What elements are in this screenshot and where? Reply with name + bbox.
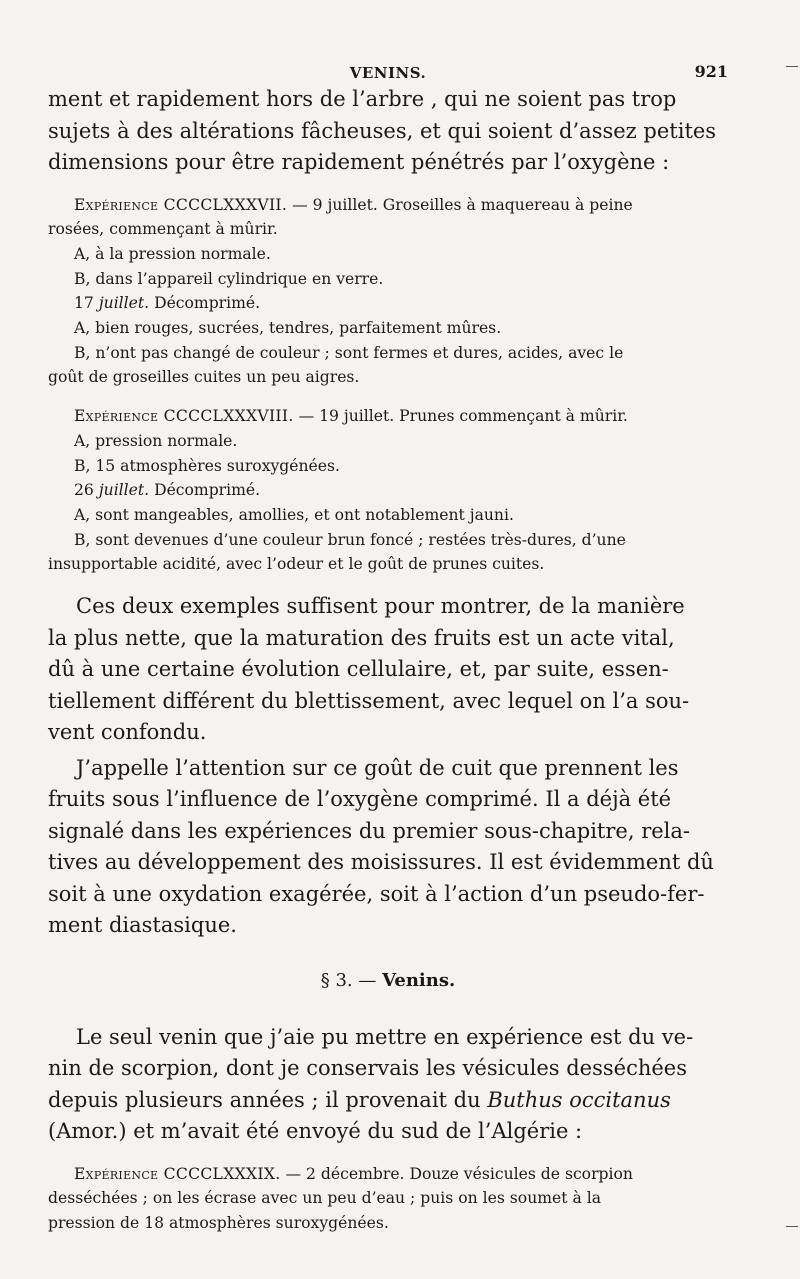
text-line: la plus nette, que la maturation des fruits est un acte vital, xyxy=(48,625,675,650)
margin-mark xyxy=(786,1226,798,1227)
text-segment: depuis plusieurs années ; il provenait du xyxy=(48,1087,488,1112)
text-line: dû à une certaine évolution cellulaire, et, par suite, essen- xyxy=(48,657,669,682)
experience-heading-line xyxy=(48,1162,728,1187)
text-line: fruits sous l’influence de l’oxygène comprimé. Il a déjà été xyxy=(48,787,672,812)
experience-text: — 9 juillet. Groseilles à maquereau à peine xyxy=(287,195,633,214)
experience-487 xyxy=(48,193,728,391)
text-line: A, bien rouges, sucrées, tendres, parfaitement mûres. xyxy=(74,319,502,338)
running-title: VENINS. xyxy=(349,64,427,82)
experience-title: Expérience CCCCLXXXIX. xyxy=(74,1164,281,1183)
text-line: J’appelle l’attention sur ce goût de cuit que prennent les xyxy=(76,755,679,780)
paragraph-venin xyxy=(48,1022,728,1148)
page-header xyxy=(48,58,728,84)
paragraph-gout-de-cuit xyxy=(48,753,728,942)
experience-489 xyxy=(48,1162,728,1236)
experience-title: Expérience CCCCLXXXVIII. xyxy=(74,407,294,426)
text-line: signalé dans les expériences du premier sous-chapitre, rela- xyxy=(48,818,690,843)
experience-text: — 19 juillet. Prunes commençant à mûrir. xyxy=(293,407,628,426)
text-line: goût de groseilles cuites un peu aigres. xyxy=(48,368,360,387)
species-name: Buthus occitanus xyxy=(487,1087,671,1112)
text-line xyxy=(48,1085,728,1117)
experience-heading-line xyxy=(48,193,728,218)
text-line: B, n’ont pas changé de couleur ; sont fermes et dures, acides, avec le xyxy=(74,343,624,362)
date-line xyxy=(48,291,728,316)
page-number: 921 xyxy=(694,62,728,81)
text-line: A, pression normale. xyxy=(74,431,238,450)
text-line: tiellement différent du blettissement, avec lequel on l’a sou- xyxy=(48,688,690,713)
date-day: 17 xyxy=(74,294,94,313)
text-line: Le seul venin que j’aie pu mettre en expérience est du ve- xyxy=(76,1024,694,1049)
date-month: juillet. xyxy=(98,481,150,500)
text-line: Ces deux exemples suffisent pour montrer, de la manière xyxy=(76,594,685,619)
experience-text: — 2 décembre. Douze vésicules de scorpion xyxy=(280,1164,633,1183)
experience-title: Expérience CCCCLXXXVII. xyxy=(74,195,288,214)
experience-heading-line xyxy=(48,404,728,429)
text-line: B, sont devenues d’une couleur brun foncé ; restées très-dures, d’une xyxy=(74,530,626,549)
paragraph-maturation xyxy=(48,591,728,749)
text-line: dimensions pour être rapidement pénétrés par l’oxygène : xyxy=(48,150,670,174)
book-page xyxy=(48,58,728,1236)
text-line: B, dans l’appareil cylindrique en verre. xyxy=(74,269,384,288)
text-line: ment diastasique. xyxy=(48,913,237,938)
experience-488 xyxy=(48,404,728,577)
section-title: Venins. xyxy=(382,969,456,991)
text-line: B, 15 atmosphères suroxygénées. xyxy=(74,456,340,475)
date-day: 26 xyxy=(74,481,94,500)
section-heading xyxy=(48,968,728,994)
date-month: juillet. xyxy=(98,294,150,313)
text-line: ment et rapidement hors de l’arbre , qui ne soient pas trop xyxy=(48,87,677,111)
text-line: tives au développement des moisissures. Il est évidemment dû xyxy=(48,850,714,875)
text-line: vent confondu. xyxy=(48,720,207,745)
text-line: A, sont mangeables, amollies, et ont notablement jauni. xyxy=(74,505,514,524)
text-line: soit à une oxydation exagérée, soit à l’action d’un pseudo-fer- xyxy=(48,881,705,906)
decompressed-text: Décomprimé. xyxy=(149,294,261,313)
text-line: A, à la pression normale. xyxy=(74,244,271,263)
text-line: sujets à des altérations fâcheuses, et qui soient d’assez petites xyxy=(48,118,717,143)
section-number: § 3. xyxy=(320,969,353,991)
text-line: insupportable acidité, avec l’odeur et le goût de prunes cuites. xyxy=(48,555,545,574)
text-line: (Amor.) et m’avait été envoyé du sud de l’Algérie : xyxy=(48,1119,583,1144)
section-dash: — xyxy=(352,969,383,991)
date-line xyxy=(48,478,728,503)
text-line: desséchées ; on les écrase avec un peu d’eau ; puis on les soumet à la xyxy=(48,1189,602,1208)
decompressed-text: Décomprimé. xyxy=(149,481,261,500)
margin-mark xyxy=(786,66,798,67)
intro-paragraph xyxy=(48,84,728,179)
text-line: nin de scorpion, dont je conservais les vésicules desséchées xyxy=(48,1056,687,1081)
text-line: pression de 18 atmosphères suroxygénées. xyxy=(48,1213,389,1232)
text-line: rosées, commençant à mûrir. xyxy=(48,220,278,239)
